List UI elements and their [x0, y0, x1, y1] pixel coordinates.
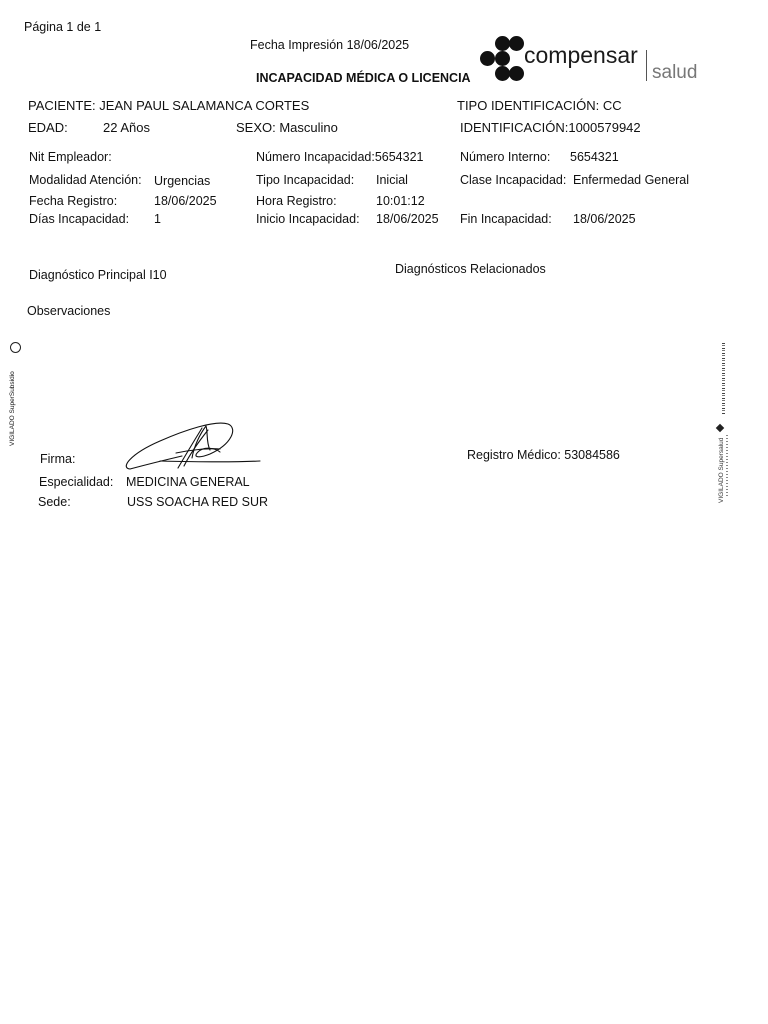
supersubsidio-logo-icon	[10, 342, 21, 353]
supersalud-barcode	[722, 343, 725, 415]
supersalud-logo-icon	[716, 424, 724, 432]
observations-label: Observaciones	[27, 304, 111, 318]
site-value: USS SOACHA RED SUR	[127, 495, 269, 509]
incapacity-class-label: Clase Incapacidad:	[460, 173, 567, 187]
logo-divider	[646, 50, 647, 81]
start-date-value: 18/06/2025	[376, 212, 439, 226]
compensar-logo	[478, 34, 710, 86]
age-label: EDAD:	[28, 120, 68, 135]
specialty-value: MEDICINA GENERAL	[126, 475, 250, 489]
logo-brand-text: compensar	[524, 42, 638, 68]
id-number: IDENTIFICACIÓN:1000579942	[460, 120, 641, 135]
principal-diagnosis: Diagnóstico Principal I10	[29, 268, 167, 282]
supersubsidio-watermark	[8, 342, 22, 452]
sex: SEXO: Masculino	[236, 120, 338, 135]
start-date-label: Inicio Incapacidad:	[256, 212, 360, 226]
signature-label: Firma:	[40, 452, 76, 466]
medical-registry: Registro Médico: 53084586	[467, 448, 620, 462]
registration-time-label: Hora Registro:	[256, 194, 337, 208]
patient-name: PACIENTE: JEAN PAUL SALAMANCA CORTES	[28, 98, 310, 113]
registration-date-label: Fecha Registro:	[29, 194, 118, 208]
registration-date-value: 18/06/2025	[154, 194, 217, 208]
incapacity-days-label: Días Incapacidad:	[29, 212, 130, 226]
incapacity-days-value: 1	[154, 212, 161, 226]
incapacity-class-value: Enfermedad General	[573, 173, 690, 187]
nit-label: Nit Empleador:	[29, 150, 112, 164]
site-label: Sede:	[38, 495, 71, 509]
page-number: Página 1 de 1	[24, 20, 102, 34]
internal-number-label: Número Interno:	[460, 150, 551, 164]
supersalud-watermark	[716, 343, 730, 508]
registration-time-value: 10:01:12	[376, 194, 425, 208]
supersubsidio-text: VIGILADO SuperSubsidio	[9, 371, 16, 446]
incapacity-number: Número Incapacidad:5654321	[256, 150, 424, 164]
document-title: INCAPACIDAD MÉDICA O LICENCIA	[256, 71, 471, 85]
incapacity-type-value: Inicial	[376, 173, 408, 187]
supersalud-fine-print	[726, 435, 728, 497]
logo-sub-text: salud	[652, 62, 698, 83]
modality-value: Urgencias	[154, 174, 211, 188]
end-date-value: 18/06/2025	[573, 212, 636, 226]
specialty-label: Especialidad:	[39, 475, 114, 489]
internal-number-value: 5654321	[570, 150, 619, 164]
print-date: Fecha Impresión 18/06/2025	[250, 38, 410, 52]
end-date-label: Fin Incapacidad:	[460, 212, 552, 226]
modality-label: Modalidad Atención:	[29, 173, 142, 187]
id-type: TIPO IDENTIFICACIÓN: CC	[457, 98, 622, 113]
handwritten-signature	[120, 416, 270, 476]
age-value: 22 Años	[103, 120, 150, 135]
incapacity-type-label: Tipo Incapacidad:	[256, 173, 355, 187]
supersalud-text: VIGILADO Supersalud	[718, 437, 725, 503]
related-diagnoses: Diagnósticos Relacionados	[395, 262, 546, 276]
